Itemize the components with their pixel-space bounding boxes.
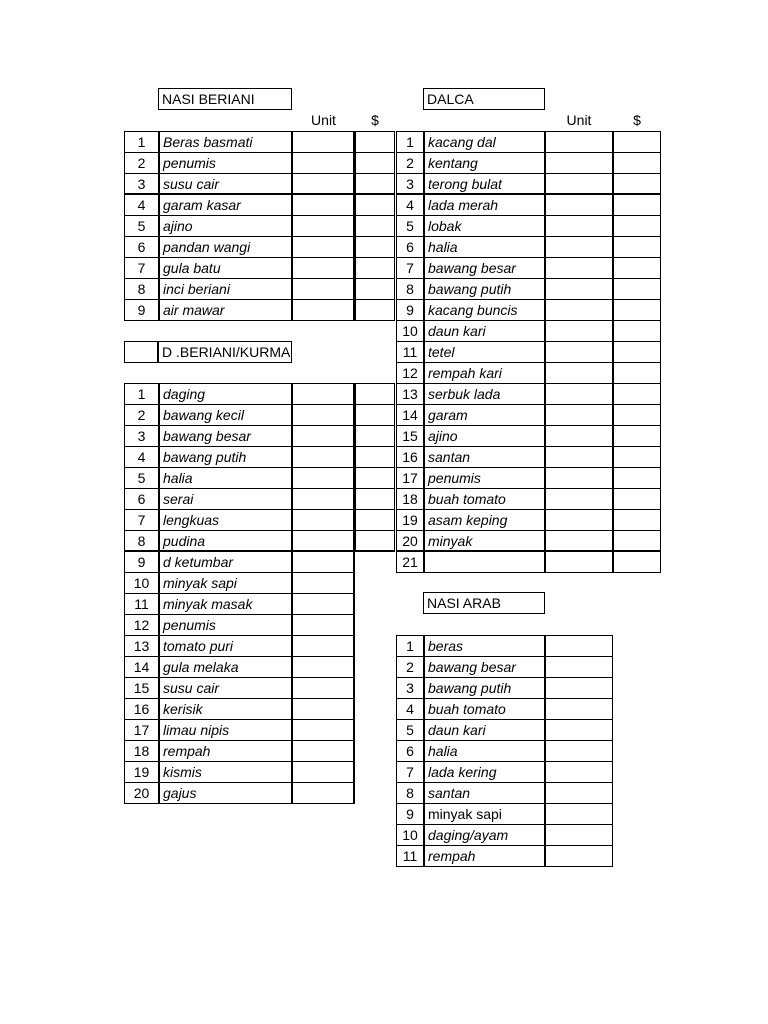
ingredient-name: daging xyxy=(159,383,292,405)
row-number: 2 xyxy=(396,152,424,174)
row-number: 5 xyxy=(124,215,159,237)
row-number: 6 xyxy=(124,488,159,510)
price-cell xyxy=(355,194,395,216)
unit-cell xyxy=(292,572,355,594)
ingredient-name: gajus xyxy=(159,782,292,804)
row-number: 11 xyxy=(124,593,159,615)
price-cell xyxy=(355,404,395,426)
unit-cell xyxy=(545,719,613,741)
unit-cell xyxy=(545,425,613,447)
ingredient-name: buah tomato xyxy=(424,488,545,510)
unit-cell xyxy=(292,740,355,762)
unit-cell xyxy=(545,131,613,153)
price-cell xyxy=(355,530,395,552)
row-number: 9 xyxy=(396,299,424,321)
row-number: 5 xyxy=(124,467,159,489)
ingredient-name: ajino xyxy=(424,425,545,447)
price-cell xyxy=(613,173,661,195)
ingredient-name: rempah xyxy=(424,845,545,867)
unit-cell xyxy=(545,215,613,237)
ingredient-name: bawang putih xyxy=(424,677,545,699)
unit-cell xyxy=(292,782,355,804)
ingredient-name: santan xyxy=(424,446,545,468)
ingredient-name: penumis xyxy=(424,467,545,489)
ingredient-name: buah tomato xyxy=(424,698,545,720)
unit-cell xyxy=(292,257,355,279)
unit-cell xyxy=(545,320,613,342)
price-cell xyxy=(613,236,661,258)
row-number: 1 xyxy=(124,131,159,153)
price-cell xyxy=(613,257,661,279)
ingredient-name: bawang putih xyxy=(159,446,292,468)
price-cell xyxy=(613,467,661,489)
ingredient-name: minyak sapi xyxy=(424,803,545,825)
unit-cell xyxy=(292,173,355,195)
row-number: 13 xyxy=(124,635,159,657)
unit-cell xyxy=(545,635,613,657)
ingredient-name: inci beriani xyxy=(159,278,292,300)
price-cell xyxy=(355,152,395,174)
unit-cell xyxy=(545,173,613,195)
ingredient-name: halia xyxy=(159,467,292,489)
section-title: NASI ARAB xyxy=(423,592,545,614)
row-number: 7 xyxy=(124,509,159,531)
ingredient-name: susu cair xyxy=(159,173,292,195)
price-cell xyxy=(355,173,395,195)
row-number: 8 xyxy=(396,782,424,804)
price-cell xyxy=(613,509,661,531)
unit-cell xyxy=(292,278,355,300)
unit-cell xyxy=(545,362,613,384)
unit-cell xyxy=(292,656,355,678)
row-number: 10 xyxy=(124,572,159,594)
ingredient-name: daun kari xyxy=(424,719,545,741)
unit-cell xyxy=(292,614,355,636)
unit-cell xyxy=(292,446,355,468)
unit-cell xyxy=(545,446,613,468)
ingredient-name: tetel xyxy=(424,341,545,363)
price-cell xyxy=(355,257,395,279)
unit-cell xyxy=(292,530,355,552)
price-cell xyxy=(613,194,661,216)
unit-cell xyxy=(545,824,613,846)
unit-cell xyxy=(545,656,613,678)
row-number: 3 xyxy=(396,677,424,699)
row-number: 6 xyxy=(396,236,424,258)
unit-cell xyxy=(292,299,355,321)
row-number: 3 xyxy=(124,425,159,447)
section-title: NASI BERIANI xyxy=(158,88,292,110)
ingredient-name: minyak masak xyxy=(159,593,292,615)
unit-cell xyxy=(545,257,613,279)
unit-cell xyxy=(292,761,355,783)
price-cell xyxy=(613,341,661,363)
ingredient-name: lada kering xyxy=(424,761,545,783)
ingredient-name: asam keping xyxy=(424,509,545,531)
unit-cell xyxy=(292,425,355,447)
unit-cell xyxy=(545,845,613,867)
price-cell xyxy=(613,131,661,153)
row-number: 4 xyxy=(124,446,159,468)
price-cell xyxy=(355,236,395,258)
row-number: 5 xyxy=(396,215,424,237)
price-cell xyxy=(613,362,661,384)
ingredient-name: kacang dal xyxy=(424,131,545,153)
price-cell xyxy=(613,320,661,342)
price-cell xyxy=(355,488,395,510)
ingredient-name: gula melaka xyxy=(159,656,292,678)
ingredient-name: kerisik xyxy=(159,698,292,720)
ingredient-name: serbuk lada xyxy=(424,383,545,405)
row-number: 14 xyxy=(124,656,159,678)
row-number: 16 xyxy=(124,698,159,720)
ingredient-name: limau nipis xyxy=(159,719,292,741)
ingredient-name: tomato puri xyxy=(159,635,292,657)
ingredient-name: rempah xyxy=(159,740,292,762)
ingredient-name: air mawar xyxy=(159,299,292,321)
row-number: 15 xyxy=(124,677,159,699)
row-number: 9 xyxy=(124,299,159,321)
unit-cell xyxy=(545,761,613,783)
unit-cell xyxy=(292,131,355,153)
row-number: 20 xyxy=(396,530,424,552)
row-number: 15 xyxy=(396,425,424,447)
unit-cell xyxy=(545,152,613,174)
ingredient-name: d ketumbar xyxy=(159,551,292,573)
price-cell xyxy=(613,152,661,174)
row-number: 18 xyxy=(396,488,424,510)
row-number: 1 xyxy=(396,635,424,657)
row-number: 8 xyxy=(396,278,424,300)
ingredient-name: penumis xyxy=(159,614,292,636)
ingredient-name: beras xyxy=(424,635,545,657)
ingredient-name: garam xyxy=(424,404,545,426)
row-number: 12 xyxy=(124,614,159,636)
ingredient-name: serai xyxy=(159,488,292,510)
ingredient-name: santan xyxy=(424,782,545,804)
unit-cell xyxy=(545,236,613,258)
price-cell xyxy=(355,215,395,237)
unit-cell xyxy=(545,278,613,300)
unit-cell xyxy=(292,593,355,615)
unit-cell xyxy=(292,551,355,573)
unit-cell xyxy=(545,488,613,510)
ingredient-name: ajino xyxy=(159,215,292,237)
unit-cell xyxy=(292,698,355,720)
row-number: 6 xyxy=(124,236,159,258)
row-number: 19 xyxy=(396,509,424,531)
price-cell xyxy=(355,425,395,447)
row-number: 8 xyxy=(124,530,159,552)
section-marker-box xyxy=(124,341,158,363)
row-number: 21 xyxy=(396,551,424,573)
unit-cell xyxy=(545,404,613,426)
unit-cell xyxy=(545,194,613,216)
price-cell xyxy=(355,299,395,321)
row-number: 13 xyxy=(396,383,424,405)
unit-cell xyxy=(292,194,355,216)
unit-cell xyxy=(292,404,355,426)
row-number: 9 xyxy=(396,803,424,825)
ingredient-name: lobak xyxy=(424,215,545,237)
ingredient-name: Beras basmati xyxy=(159,131,292,153)
unit-column-header: Unit xyxy=(311,112,336,128)
row-number: 3 xyxy=(396,173,424,195)
price-cell xyxy=(613,404,661,426)
ingredient-name: bawang besar xyxy=(424,656,545,678)
unit-cell xyxy=(292,152,355,174)
ingredient-name: gula batu xyxy=(159,257,292,279)
unit-cell xyxy=(292,719,355,741)
ingredient-name: lengkuas xyxy=(159,509,292,531)
ingredient-name: garam kasar xyxy=(159,194,292,216)
ingredient-name: terong bulat xyxy=(424,173,545,195)
ingredient-name: penumis xyxy=(159,152,292,174)
row-number: 1 xyxy=(396,131,424,153)
price-cell xyxy=(355,467,395,489)
price-cell xyxy=(613,488,661,510)
ingredient-name: daging/ayam xyxy=(424,824,545,846)
ingredient-name: halia xyxy=(424,236,545,258)
ingredient-name: pudina xyxy=(159,530,292,552)
row-number: 4 xyxy=(396,194,424,216)
ingredient-name: daun kari xyxy=(424,320,545,342)
row-number: 11 xyxy=(396,845,424,867)
row-number: 7 xyxy=(396,257,424,279)
row-number: 8 xyxy=(124,278,159,300)
unit-cell xyxy=(545,509,613,531)
price-cell xyxy=(613,446,661,468)
row-number: 2 xyxy=(124,152,159,174)
unit-cell xyxy=(545,299,613,321)
ingredient-name: kismis xyxy=(159,761,292,783)
row-number: 9 xyxy=(124,551,159,573)
price-column-header: $ xyxy=(371,112,379,128)
row-number: 2 xyxy=(396,656,424,678)
unit-cell xyxy=(292,677,355,699)
unit-cell xyxy=(545,383,613,405)
row-number: 16 xyxy=(396,446,424,468)
ingredient-name: kacang buncis xyxy=(424,299,545,321)
row-number: 4 xyxy=(396,698,424,720)
unit-cell xyxy=(292,236,355,258)
price-cell xyxy=(613,425,661,447)
row-number: 5 xyxy=(396,719,424,741)
price-cell xyxy=(355,383,395,405)
ingredient-name: bawang kecil xyxy=(159,404,292,426)
price-cell xyxy=(355,131,395,153)
unit-cell xyxy=(545,467,613,489)
price-cell xyxy=(355,509,395,531)
unit-cell xyxy=(545,551,613,573)
row-number: 11 xyxy=(396,341,424,363)
ingredient-name: minyak sapi xyxy=(159,572,292,594)
unit-cell xyxy=(545,803,613,825)
row-number: 3 xyxy=(124,173,159,195)
row-number: 2 xyxy=(124,404,159,426)
row-number: 17 xyxy=(396,467,424,489)
row-number: 17 xyxy=(124,719,159,741)
ingredient-name: pandan wangi xyxy=(159,236,292,258)
unit-cell xyxy=(545,740,613,762)
row-number: 10 xyxy=(396,320,424,342)
ingredient-name xyxy=(424,551,545,573)
price-cell xyxy=(613,530,661,552)
row-number: 14 xyxy=(396,404,424,426)
price-cell xyxy=(613,299,661,321)
unit-cell xyxy=(545,698,613,720)
row-number: 4 xyxy=(124,194,159,216)
ingredient-name: halia xyxy=(424,740,545,762)
ingredient-name: minyak xyxy=(424,530,545,552)
unit-cell xyxy=(292,488,355,510)
price-cell xyxy=(613,215,661,237)
unit-cell xyxy=(292,509,355,531)
price-cell xyxy=(355,278,395,300)
ingredient-name: rempah kari xyxy=(424,362,545,384)
row-number: 10 xyxy=(396,824,424,846)
unit-cell xyxy=(545,782,613,804)
ingredient-name: bawang putih xyxy=(424,278,545,300)
price-cell xyxy=(613,383,661,405)
unit-cell xyxy=(545,677,613,699)
price-column-header: $ xyxy=(633,112,641,128)
price-cell xyxy=(613,278,661,300)
section-title: DALCA xyxy=(423,88,545,110)
row-number: 7 xyxy=(124,257,159,279)
row-number: 6 xyxy=(396,740,424,762)
unit-cell xyxy=(292,383,355,405)
unit-cell xyxy=(545,341,613,363)
ingredient-name: susu cair xyxy=(159,677,292,699)
unit-cell xyxy=(292,467,355,489)
row-number: 20 xyxy=(124,782,159,804)
price-cell xyxy=(355,446,395,468)
row-number: 19 xyxy=(124,761,159,783)
row-number: 12 xyxy=(396,362,424,384)
row-number: 7 xyxy=(396,761,424,783)
section-title: D .BERIANI/KURMA xyxy=(158,341,292,363)
row-number: 1 xyxy=(124,383,159,405)
unit-cell xyxy=(292,635,355,657)
price-cell xyxy=(613,551,661,573)
ingredient-name: bawang besar xyxy=(424,257,545,279)
ingredient-name: bawang besar xyxy=(159,425,292,447)
unit-cell xyxy=(545,530,613,552)
row-number: 18 xyxy=(124,740,159,762)
unit-cell xyxy=(292,215,355,237)
ingredient-name: kentang xyxy=(424,152,545,174)
unit-column-header: Unit xyxy=(566,112,592,128)
ingredient-name: lada merah xyxy=(424,194,545,216)
